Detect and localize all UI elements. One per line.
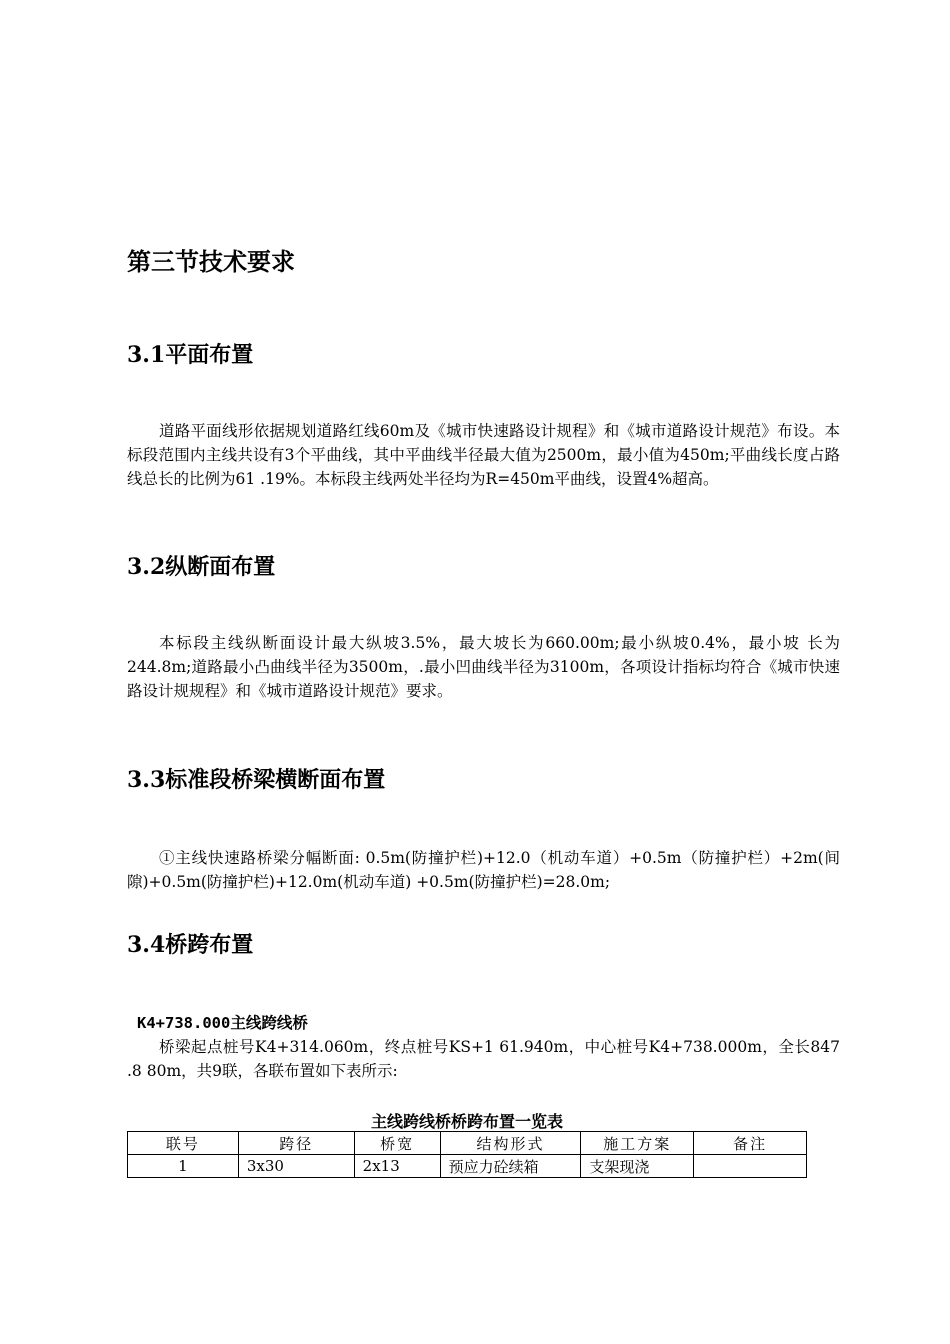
paragraph-3-3: ①主线快速路桥梁分幅断面: 0.5m(防撞护栏)+12.0（机动车道）+0.5m（防撞护栏）+2m(间隙)+0.5m(防撞护栏)+12.0m(机动车道) +0.5m(防撞护栏)=28.0m; bbox=[127, 849, 840, 891]
table-cell: 预应力砼续箱 bbox=[440, 1155, 581, 1178]
table-cell: 3x30 bbox=[238, 1155, 354, 1178]
paragraph-3-2: 本标段主线纵断面设计最大纵坡3.5%，最大坡长为660.00m;最小纵坡0.4%，最小坡 长为244.8m;道路最小凸曲线半径为3500m，.最小凹曲线半径为3100m，各项设计指标均符合《城市快速路设计规规程》和《城市道路设计规范》要求。 bbox=[127, 634, 840, 700]
span-layout-table bbox=[127, 1131, 807, 1178]
heading-3-2: 3.2纵断面布置 bbox=[127, 554, 276, 580]
table-cell: 2x13 bbox=[354, 1155, 440, 1178]
table-header-row bbox=[128, 1132, 807, 1155]
heading-3-3: 3.3标准段桥梁横断面布置 bbox=[127, 767, 386, 793]
header-cell: 联号 bbox=[128, 1132, 239, 1155]
table-cell bbox=[694, 1155, 807, 1178]
header-cell: 跨径 bbox=[238, 1132, 354, 1155]
heading-3-4: 3.4桥跨布置 bbox=[127, 932, 254, 958]
paragraph-3-4: 桥梁起点桩号K4+314.060m，终点桩号KS+1 61.940m，中心桩号K4+738.000m，全长847 .8 80m，共9联，各联布置如下表所示: bbox=[127, 1038, 840, 1080]
header-cell: 结构形式 bbox=[440, 1132, 581, 1155]
paragraph-3-1: 道路平面线形依据规划道路红线60m及《城市快速路设计规程》和《城市道路设计规范》布设。本标段范围内主线共设有3个平曲线，其中平曲线半径最大值为2500m，最小值为450m;平曲线长度占路线总长的比例为61 .19%。本标段主线两处半径均为R=450m平曲线，设置4%超高。 bbox=[127, 422, 840, 488]
table-cell: 1 bbox=[128, 1155, 239, 1178]
heading-3-1: 3.1平面布置 bbox=[127, 342, 254, 368]
table-caption: 主线跨线桥桥跨布置一览表 bbox=[370, 1112, 563, 1131]
header-cell: 施工方案 bbox=[581, 1132, 694, 1155]
table-row bbox=[128, 1155, 807, 1178]
table-cell: 支架现浇 bbox=[581, 1155, 694, 1178]
header-cell: 桥宽 bbox=[354, 1132, 440, 1155]
header-cell: 备注 bbox=[694, 1132, 807, 1155]
bridge-title: K4+738.000主线跨线桥 bbox=[137, 1014, 308, 1032]
section-title: 第三节技术要求 bbox=[127, 247, 295, 276]
